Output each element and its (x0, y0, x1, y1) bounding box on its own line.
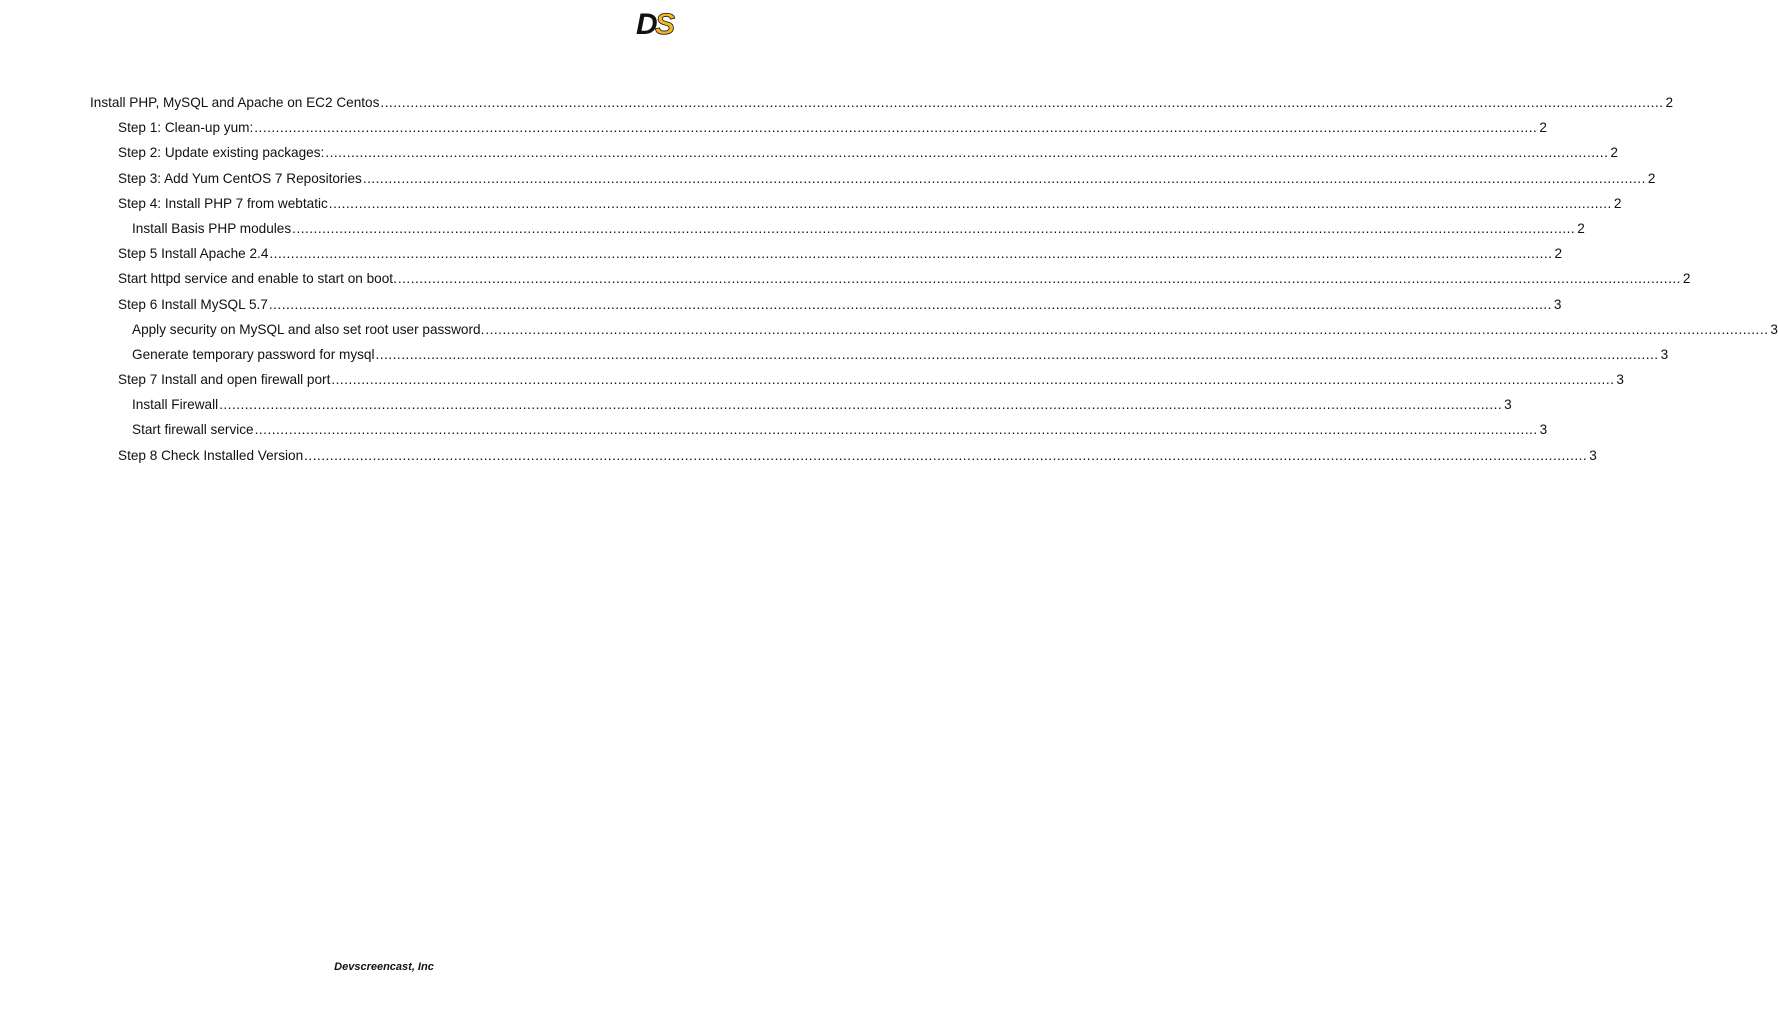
toc-entry-title: Step 5 Install Apache 2.4 (118, 246, 269, 262)
toc-entry[interactable] (90, 266, 1691, 291)
footer-company: Devscreencast, Inc (334, 961, 434, 973)
toc-entry-title: Step 1: Clean-up yum: (118, 120, 254, 136)
toc-page-number: 2 (1539, 120, 1547, 136)
toc-entry-title: Generate temporary password for mysql (132, 346, 375, 362)
toc-entry[interactable] (90, 417, 1548, 442)
toc-entry-title: Step 7 Install and open firewall port (118, 372, 331, 388)
toc-leader-dots: ............................................................................................................................................................................................................................................................................................................ (325, 145, 1609, 161)
toc-entry[interactable] (90, 216, 1585, 241)
toc-leader-dots: ............................................................................................................................................................................................................................................................................................................ (328, 195, 1612, 211)
toc-entry-title: Install PHP, MySQL and Apache on EC2 Centos (90, 95, 380, 110)
toc-page-number: 2 (1647, 170, 1656, 186)
toc-entry-title: Step 4: Install PHP 7 from webtatic (118, 195, 328, 211)
logo-letter-s: S (655, 8, 676, 41)
toc-page-number: 2 (1682, 271, 1691, 287)
toc-page-number: 2 (1610, 145, 1618, 161)
toc-leader-dots: ............................................................................................................................................................................................................................................................................................................ (254, 120, 1538, 136)
toc-entry-title: Install Firewall (132, 397, 219, 413)
toc-entry-title: Step 2: Update existing packages: (118, 145, 325, 161)
toc-leader-dots: ............................................................................................................................................................................................................................................................................................................ (362, 170, 1646, 186)
toc-entry[interactable] (90, 392, 1512, 417)
toc-leader-dots: ............................................................................................................................................................................................................................................................................................................ (304, 447, 1588, 463)
toc-leader-dots: ............................................................................................................................................................................................................................................................................................................ (380, 95, 1664, 110)
toc-leader-dots: ............................................................................................................................................................................................................................................................................................................ (485, 321, 1769, 337)
toc-entry[interactable] (90, 443, 1597, 468)
toc-page-number: 2 (1577, 220, 1585, 236)
toc-entry[interactable] (90, 342, 1669, 367)
toc-page-number: 2 (1554, 246, 1563, 262)
toc-entry-title: Step 8 Check Installed Version (118, 447, 304, 463)
toc-entry[interactable] (90, 367, 1624, 392)
toc-leader-dots: ............................................................................................................................................................................................................................................................................................................ (219, 397, 1503, 413)
toc-entry-title: Step 6 Install MySQL 5.7 (118, 296, 268, 312)
table-of-contents (90, 90, 1778, 468)
toc-entry[interactable] (90, 317, 1778, 342)
ds-logo-graphic (636, 4, 678, 41)
toc-entry-title: Start httpd service and enable to start on boot. (118, 271, 397, 287)
toc-leader-dots: ............................................................................................................................................................................................................................................................................................................ (375, 346, 1659, 362)
toc-leader-dots: ............................................................................................................................................................................................................................................................................................................ (269, 246, 1553, 262)
toc-leader-dots: ............................................................................................................................................................................................................................................................................................................ (254, 422, 1538, 438)
toc-page-number: 2 (1613, 195, 1622, 211)
toc-entry[interactable] (90, 191, 1622, 216)
toc-leader-dots: ............................................................................................................................................................................................................................................................................................................ (331, 372, 1615, 388)
toc-entry-title: Start firewall service (132, 422, 254, 438)
toc-entry[interactable] (90, 140, 1618, 165)
toc-page-number: 3 (1539, 422, 1548, 438)
toc-page-number: 3 (1770, 321, 1778, 337)
ds-logo-icon (636, 4, 678, 41)
toc-page-number: 3 (1616, 372, 1624, 388)
toc-leader-dots: ............................................................................................................................................................................................................................................................................................................ (268, 296, 1552, 312)
toc-page-number: 3 (1553, 296, 1562, 312)
toc-entry[interactable] (90, 292, 1562, 317)
toc-entry[interactable] (90, 90, 1674, 115)
toc-entry-title: Install Basis PHP modules (132, 220, 292, 236)
toc-entry-title: Apply security on MySQL and also set root user password. (132, 321, 485, 337)
toc-entry-title: Step 3: Add Yum CentOS 7 Repositories (118, 170, 362, 186)
logo-letter-d: D (636, 8, 658, 41)
toc-page-number: 3 (1660, 346, 1669, 362)
toc-page-number: 3 (1589, 447, 1597, 463)
toc-leader-dots: ............................................................................................................................................................................................................................................................................................................ (292, 220, 1576, 236)
toc-page-number: 3 (1504, 397, 1512, 413)
toc-entry[interactable] (90, 166, 1656, 191)
toc-page-number: 2 (1665, 95, 1674, 110)
toc-entry[interactable] (90, 115, 1547, 140)
toc-entry[interactable] (90, 241, 1563, 266)
toc-leader-dots: ............................................................................................................................................................................................................................................................................................................ (397, 271, 1681, 287)
